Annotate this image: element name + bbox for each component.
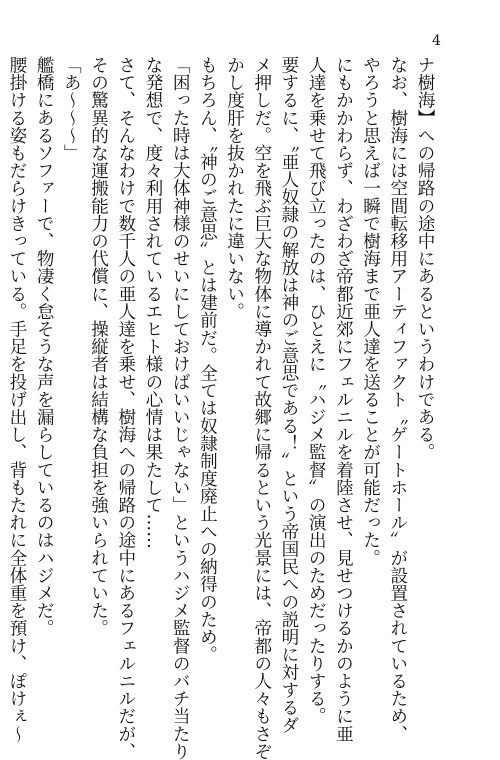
text-line: メ押しだ。空を飛ぶ巨大な物体に導かれて故郷に帰るという光景には、帝都の人々もさぞ	[251, 56, 272, 760]
text-line: にもかかわらず、わざわざ帝都近郊にフェルニルを着陸させ、見せつけるかのように亜	[333, 56, 354, 743]
text-line	[0, 56, 3, 656]
text-line: さて、そんなわけで数千人の亜人達を乗せ、樹海への帰路の途中にあるフェルニルだが、	[115, 56, 136, 760]
text-line: その驚異的な運搬能力の代償に、操縦者は結構な負担を強いられていた。	[88, 56, 109, 637]
text-line: 「あ～～～」	[61, 56, 82, 162]
page-number: 4	[432, 33, 441, 49]
text-line: 人達を乗せて飛び立ったのは、ひとえに〝ハジメ監督〟の演出のためだったりする。	[306, 56, 327, 725]
text-line: 腰掛ける姿もだらけきっている。手足を投げ出し、背もたれに全体重を預け、ぽけぇ～	[6, 56, 27, 743]
text-line: ナ樹海】への帰路の途中にあるというわけである。	[415, 56, 435, 461]
text-line: なお、樹海には空間転移用アーティファクト〝ゲートホール〟が設置されているため、	[387, 56, 408, 743]
text-line: 「困った時は大体神様のせいにしておけばいいじゃない」というハジメ監督のバチ当たり	[170, 56, 191, 760]
novel-text-column	[0, 56, 438, 760]
text-line: やろうと思えば一瞬で樹海まで亜人達を送ることが可能だった。	[360, 56, 381, 567]
text-line: な発想で、度々利用されているエヒト様の心情は果たして……	[142, 56, 163, 549]
text-line: 要するに、〝亜人奴隷の解放は神のご意思である！〟という帝国民への説明に対するダ	[278, 56, 299, 734]
text-line: もちろん、〝神のご意思〟とは建前だ。全ては奴隷制度廃止への納得のため。	[197, 56, 218, 664]
text-line: かし度肝を抜かれたに違いない。	[224, 56, 245, 320]
text-line: 艦橋にあるソファーで、物凄く怠そうな声を漏らしているのはハジメだ。	[34, 56, 55, 637]
